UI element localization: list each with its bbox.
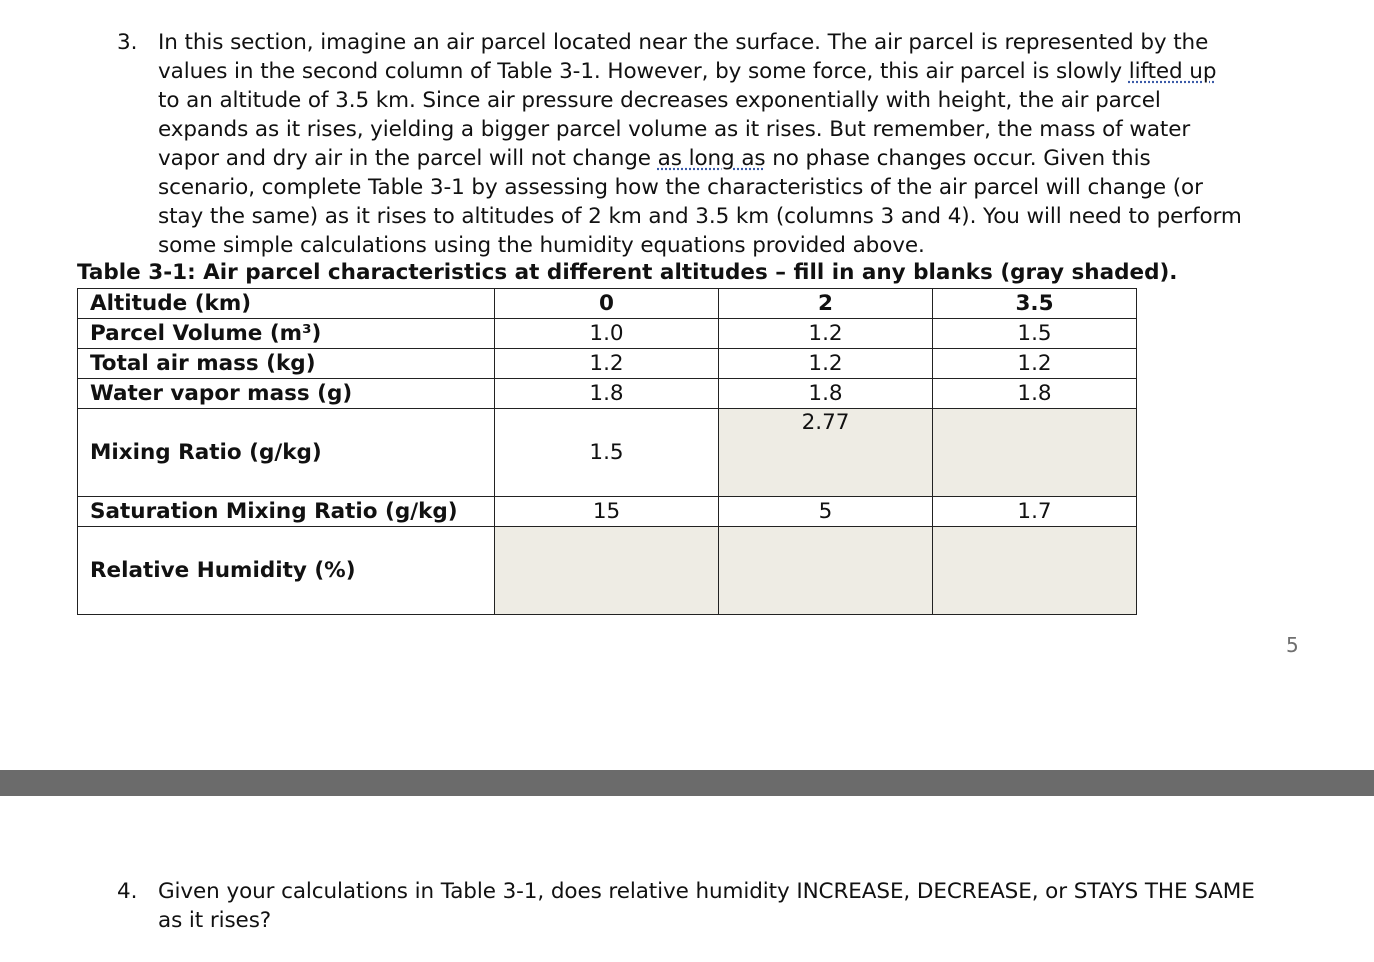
fill-in-cell-rh-3-5km[interactable] xyxy=(933,527,1137,615)
q3-line-1-text: In this section, imagine an air parcel located near the surface. The air parcel is represented by the xyxy=(158,30,1209,55)
question-3-line-2 xyxy=(158,57,1242,86)
table-cell: 1.2 xyxy=(719,349,933,379)
q3-line-7-text: stay the same) as it rises to altitudes of 2 km and 3.5 km (columns 3 and 4). You will need to perform xyxy=(158,204,1242,229)
header-altitude-2: 2 xyxy=(719,289,933,319)
row-label: Total air mass (kg) xyxy=(78,349,495,379)
header-altitude-3-5: 3.5 xyxy=(933,289,1137,319)
row-label: Mixing Ratio (g/kg) xyxy=(78,409,495,497)
q3-line-6-text: scenario, complete Table 3-1 by assessing how the characteristics of the air parcel will change (or xyxy=(158,175,1203,200)
row-label: Relative Humidity (%) xyxy=(78,527,495,615)
row-label: Water vapor mass (g) xyxy=(78,379,495,409)
question-4-line-1: Given your calculations in Table 3-1, does relative humidity INCREASE, DECREASE, or STAYS THE SAME xyxy=(158,879,1255,904)
q3-line-5-text-b: no phase changes occur. Given this xyxy=(765,146,1151,171)
table-row-mixing-ratio xyxy=(78,409,1137,497)
question-3-line-8 xyxy=(158,231,1242,260)
question-3-line-6 xyxy=(158,173,1242,202)
question-3-line-4 xyxy=(158,115,1242,144)
table-caption: Table 3-1: Air parcel characteristics at different altitudes – fill in any blanks (gray shaded). xyxy=(77,260,1178,285)
lifted-up-underlined: lifted up xyxy=(1128,59,1217,84)
table-row-saturation-mixing-ratio xyxy=(78,497,1137,527)
question-4-number: 4. xyxy=(117,879,138,904)
question-3-line-7 xyxy=(158,202,1242,231)
fill-in-cell-rh-2km[interactable] xyxy=(719,527,933,615)
table-row-relative-humidity xyxy=(78,527,1137,615)
table-cell: 1.8 xyxy=(933,379,1137,409)
q3-line-5-text-a: vapor and dry air in the parcel will not change xyxy=(158,146,658,171)
table-cell: 1.5 xyxy=(495,409,719,497)
table-cell: 1.2 xyxy=(719,319,933,349)
table-cell: 5 xyxy=(719,497,933,527)
question-3-line-3 xyxy=(158,86,1242,115)
fill-in-cell-mixing-ratio-3-5km[interactable] xyxy=(933,409,1137,497)
q3-line-4-text: expands as it rises, yielding a bigger parcel volume as it rises. But remember, the mass of water xyxy=(158,117,1191,142)
fill-in-cell-rh-0km[interactable] xyxy=(495,527,719,615)
q3-line-8-text: some simple calculations using the humidity equations provided above. xyxy=(158,233,925,258)
table-row-parcel-volume xyxy=(78,319,1137,349)
question-3-text xyxy=(158,28,1242,260)
table-row-total-air-mass xyxy=(78,349,1137,379)
row-label: Parcel Volume (m³) xyxy=(78,319,495,349)
table-cell: 1.8 xyxy=(495,379,719,409)
question-4-line-2: as it rises? xyxy=(158,908,272,933)
page-number: 5 xyxy=(1286,633,1299,657)
question-3-line-5 xyxy=(158,144,1242,173)
q3-line-3-text: to an altitude of 3.5 km. Since air pressure decreases exponentially with height, the air parcel xyxy=(158,88,1161,113)
table-cell: 1.8 xyxy=(719,379,933,409)
table-cell: 1.0 xyxy=(495,319,719,349)
table-cell: 1.2 xyxy=(933,349,1137,379)
header-altitude-label: Altitude (km) xyxy=(78,289,495,319)
question-4-text xyxy=(158,877,1255,935)
question-3-line-1 xyxy=(158,28,1242,57)
air-parcel-table xyxy=(77,288,1137,615)
table-row-water-vapor-mass xyxy=(78,379,1137,409)
table-cell: 1.5 xyxy=(933,319,1137,349)
row-label: Saturation Mixing Ratio (g/kg) xyxy=(78,497,495,527)
page-break-divider xyxy=(0,770,1374,796)
table-cell: 1.2 xyxy=(495,349,719,379)
table-header-row xyxy=(78,289,1137,319)
as-long-as-underlined: as long as xyxy=(657,146,766,171)
table-cell: 15 xyxy=(495,497,719,527)
fill-in-cell-mixing-ratio-2km[interactable]: 2.77 xyxy=(719,409,933,497)
question-3-number: 3. xyxy=(117,30,138,55)
q3-line-2-text: values in the second column of Table 3-1. However, by some force, this air parcel is slowly xyxy=(158,59,1129,84)
header-altitude-0: 0 xyxy=(495,289,719,319)
table-cell: 1.7 xyxy=(933,497,1137,527)
